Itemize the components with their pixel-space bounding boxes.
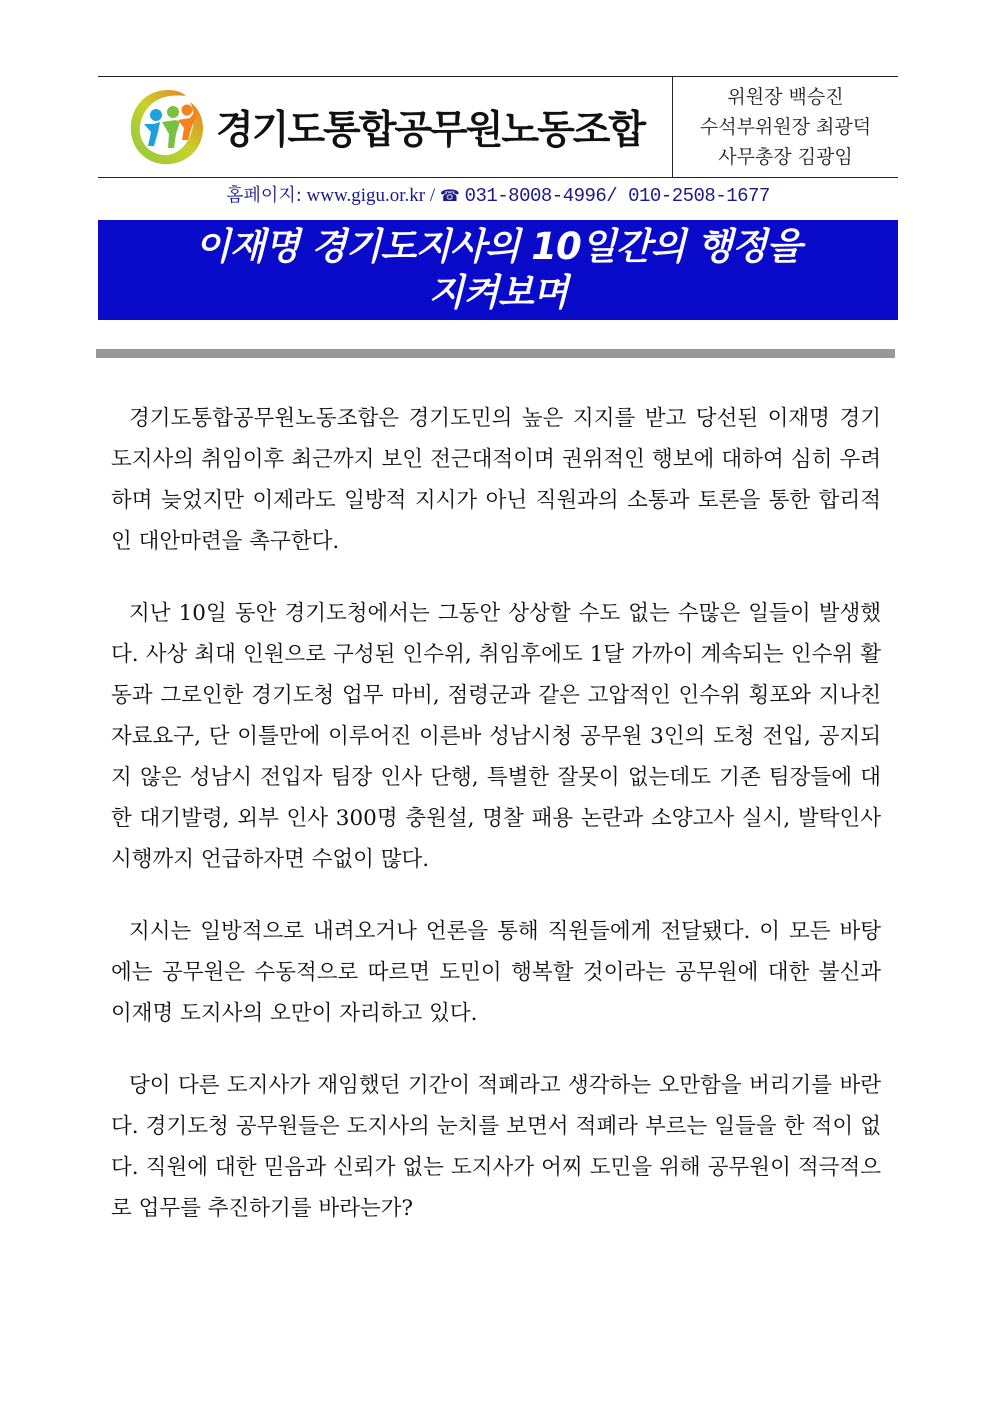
phone-icon: ☎ bbox=[439, 188, 460, 205]
homepage-label: 홈페이지: bbox=[226, 185, 302, 206]
headline-line-2: 지켜보며 bbox=[428, 271, 568, 314]
separator: / bbox=[429, 185, 436, 206]
letterhead bbox=[98, 76, 898, 178]
section-divider bbox=[96, 349, 895, 358]
officer-chairman: 위원장 백승진 bbox=[727, 86, 844, 108]
union-name: 경기도통합공무원노동조합 bbox=[216, 108, 645, 153]
officer-secretary-general: 사무총장 김광임 bbox=[718, 146, 853, 168]
logo-cell bbox=[98, 77, 673, 177]
officers-list bbox=[673, 77, 898, 177]
paragraph-3: 지시는 일방적으로 내려오거나 언론을 통해 직원들에게 전달됐다. 이 모든 바탕에는 공무원은 수동적으로 따르면 도민이 행복할 것이라는 공무원에 대한 불신과 이재명 도지사의 오만이 자리하고 있다. bbox=[111, 919, 881, 1026]
headline-line-1: 이재명 경기도지사의 10일간의 행정을 bbox=[194, 225, 802, 268]
officer-vice-chairman: 수석부위원장 최광덕 bbox=[699, 116, 872, 138]
statement-body bbox=[111, 398, 881, 1260]
homepage-link[interactable]: www.gigu.or.kr bbox=[306, 185, 426, 206]
paragraph-1: 경기도통합공무원노동조합은 경기도민의 높은 지지를 받고 당선된 이재명 경기도지사의 취임이후 최근까지 보인 전근대적이며 권위적인 행보에 대하여 심히 우려하며 늦었지만 이제라도 일방적 지시가 아닌 직원과의 소통과 토론을 통한 합리적인 대안마련을 촉구한다. bbox=[111, 406, 881, 554]
contact-line bbox=[98, 181, 898, 207]
paragraph-2: 지난 10일 동안 경기도청에서는 그동안 상상할 수도 없는 수많은 일들이 발생했다. 사상 최대 인원으로 구성된 인수위, 취임후에도 1달 가까이 계속되는 인수위 활동과 그로인한 경기도청 업무 마비, 점령군과 같은 고압적인 인수위 횡포와 지나친 자료요구, 단 이틀만에 이루어진 이른바 성남시청 공무원 3인의 도청 전입, 공지되지 않은 성남시 전입자 팀장 인사 단행, 특별한 잘못이 없는데도 기존 팀장들에 대한 대기발령, 외부 인사 300명 충원설, 명찰 패용 논란과 소양고사 실시, 발탁인사 시행까지 언급하자면 수없이 많다. bbox=[111, 601, 881, 872]
phone-numbers: 031-8008-4996/ 010-2508-1677 bbox=[464, 185, 770, 207]
headline-banner bbox=[98, 220, 898, 320]
paragraph-4: 당이 다른 도지사가 재임했던 기간이 적폐라고 생각하는 오만함을 버리기를 바란다. 경기도청 공무원들은 도지사의 눈치를 보면서 적폐라 부르는 일들을 한 적이 없다. 직원에 대한 믿음과 신뢰가 없는 도지사가 어찌 도민을 위해 공무원이 적극적으로 업무를 추진하기를 바라는가? bbox=[111, 1073, 881, 1221]
union-logo-icon bbox=[124, 84, 210, 170]
